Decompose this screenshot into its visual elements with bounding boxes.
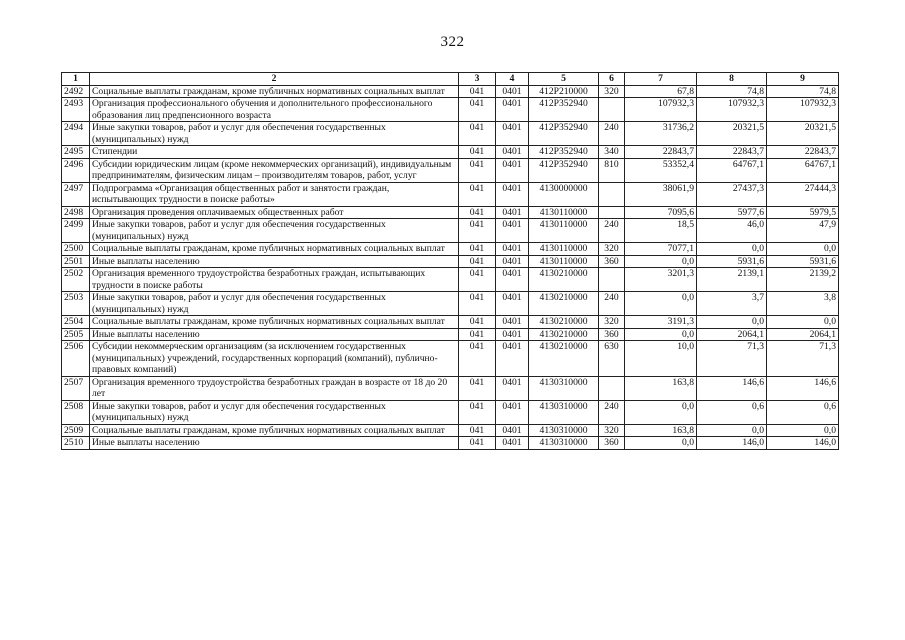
amount-col9-cell: 27444,3	[767, 182, 839, 206]
row-number-cell: 2498	[62, 206, 90, 219]
section-code-cell: 0401	[496, 437, 529, 450]
amount-col8-cell: 27437,3	[697, 182, 767, 206]
amount-col9-cell: 71,3	[767, 341, 839, 377]
target-code-cell: 4130310000	[529, 376, 599, 400]
table-row	[62, 206, 839, 219]
amount-col7-cell: 3201,3	[625, 268, 697, 292]
amount-col8-cell: 0,0	[697, 243, 767, 256]
item-name-cell: Иные закупки товаров, работ и услуг для обеспечения государственных (муниципальных) нужд	[90, 400, 459, 424]
section-code-cell: 0401	[496, 328, 529, 341]
amount-col7-cell: 0,0	[625, 400, 697, 424]
row-number-cell: 2501	[62, 255, 90, 268]
target-code-cell: 4130110000	[529, 219, 599, 243]
table-row	[62, 122, 839, 146]
section-code-cell: 0401	[496, 292, 529, 316]
section-code-cell: 0401	[496, 206, 529, 219]
target-code-cell: 4130110000	[529, 206, 599, 219]
target-code-cell: 4130310000	[529, 437, 599, 450]
amount-col8-cell: 46,0	[697, 219, 767, 243]
table-row	[62, 158, 839, 182]
amount-col7-cell: 0,0	[625, 255, 697, 268]
column-header: 2	[90, 73, 459, 86]
amount-col8-cell: 3,7	[697, 292, 767, 316]
table-row	[62, 292, 839, 316]
row-number-cell: 2503	[62, 292, 90, 316]
amount-col8-cell: 2139,1	[697, 268, 767, 292]
column-header: 6	[599, 73, 625, 86]
target-code-cell: 412P352940	[529, 158, 599, 182]
amount-col9-cell: 146,6	[767, 376, 839, 400]
row-number-cell: 2508	[62, 400, 90, 424]
expense-type-cell: 240	[599, 400, 625, 424]
table-row	[62, 437, 839, 450]
expense-type-cell: 240	[599, 122, 625, 146]
row-number-cell: 2494	[62, 122, 90, 146]
amount-col7-cell: 0,0	[625, 328, 697, 341]
ministry-code-cell: 041	[459, 341, 496, 377]
expense-type-cell: 320	[599, 424, 625, 437]
amount-col9-cell: 64767,1	[767, 158, 839, 182]
amount-col9-cell: 2139,2	[767, 268, 839, 292]
target-code-cell: 4130110000	[529, 255, 599, 268]
amount-col8-cell: 146,6	[697, 376, 767, 400]
expense-type-cell: 240	[599, 292, 625, 316]
amount-col9-cell: 107932,3	[767, 98, 839, 122]
expense-type-cell	[599, 182, 625, 206]
expense-type-cell: 360	[599, 255, 625, 268]
ministry-code-cell: 041	[459, 328, 496, 341]
amount-col9-cell: 2064,1	[767, 328, 839, 341]
column-header: 1	[62, 73, 90, 86]
amount-col9-cell: 0,0	[767, 243, 839, 256]
amount-col7-cell: 0,0	[625, 437, 697, 450]
table-row	[62, 182, 839, 206]
item-name-cell: Иные закупки товаров, работ и услуг для обеспечения государственных (муниципальных) нужд	[90, 219, 459, 243]
section-code-cell: 0401	[496, 219, 529, 243]
amount-col9-cell: 0,0	[767, 424, 839, 437]
amount-col9-cell: 146,0	[767, 437, 839, 450]
budget-table	[61, 72, 839, 450]
page-number: 322	[440, 34, 465, 50]
target-code-cell: 4130210000	[529, 316, 599, 329]
amount-col8-cell: 64767,1	[697, 158, 767, 182]
item-name-cell: Иные закупки товаров, работ и услуг для обеспечения государственных (муниципальных) нужд	[90, 292, 459, 316]
target-code-cell: 412P352940	[529, 98, 599, 122]
item-name-cell: Социальные выплаты гражданам, кроме публичных нормативных социальных выплат	[90, 424, 459, 437]
section-code-cell: 0401	[496, 182, 529, 206]
row-number-cell: 2496	[62, 158, 90, 182]
row-number-cell: 2497	[62, 182, 90, 206]
ministry-code-cell: 041	[459, 182, 496, 206]
amount-col7-cell: 67,8	[625, 85, 697, 98]
amount-col8-cell: 107932,3	[697, 98, 767, 122]
item-name-cell: Стипендии	[90, 146, 459, 159]
ministry-code-cell: 041	[459, 206, 496, 219]
amount-col8-cell: 0,0	[697, 316, 767, 329]
amount-col8-cell: 0,6	[697, 400, 767, 424]
expense-type-cell	[599, 98, 625, 122]
amount-col9-cell: 0,0	[767, 316, 839, 329]
amount-col7-cell: 7077,1	[625, 243, 697, 256]
row-number-cell: 2499	[62, 219, 90, 243]
amount-col8-cell: 146,0	[697, 437, 767, 450]
table-body	[62, 85, 839, 449]
column-header: 4	[496, 73, 529, 86]
target-code-cell: 4130210000	[529, 328, 599, 341]
item-name-cell: Социальные выплаты гражданам, кроме публичных нормативных социальных выплат	[90, 316, 459, 329]
section-code-cell: 0401	[496, 400, 529, 424]
ministry-code-cell: 041	[459, 243, 496, 256]
item-name-cell: Иные выплаты населению	[90, 328, 459, 341]
target-code-cell: 4130310000	[529, 424, 599, 437]
amount-col9-cell: 5979,5	[767, 206, 839, 219]
amount-col7-cell: 0,0	[625, 292, 697, 316]
amount-col9-cell: 3,8	[767, 292, 839, 316]
section-code-cell: 0401	[496, 158, 529, 182]
ministry-code-cell: 041	[459, 400, 496, 424]
amount-col7-cell: 163,8	[625, 424, 697, 437]
column-header: 7	[625, 73, 697, 86]
expense-type-cell: 630	[599, 341, 625, 377]
row-number-cell: 2506	[62, 341, 90, 377]
table-row	[62, 341, 839, 377]
amount-col7-cell: 22843,7	[625, 146, 697, 159]
ministry-code-cell: 041	[459, 98, 496, 122]
item-name-cell: Организация временного трудоустройства безработных граждан в возрасте от 18 до 20 лет	[90, 376, 459, 400]
table-row	[62, 146, 839, 159]
row-number-cell: 2495	[62, 146, 90, 159]
target-code-cell: 4130310000	[529, 400, 599, 424]
target-code-cell: 4130110000	[529, 243, 599, 256]
item-name-cell: Подпрограмма «Организация общественных работ и занятости граждан, испытывающих трудности в поиске работы»	[90, 182, 459, 206]
amount-col8-cell: 71,3	[697, 341, 767, 377]
ministry-code-cell: 041	[459, 424, 496, 437]
table-row	[62, 268, 839, 292]
amount-col7-cell: 31736,2	[625, 122, 697, 146]
section-code-cell: 0401	[496, 98, 529, 122]
ministry-code-cell: 041	[459, 158, 496, 182]
ministry-code-cell: 041	[459, 316, 496, 329]
ministry-code-cell: 041	[459, 255, 496, 268]
expense-type-cell: 810	[599, 158, 625, 182]
expense-type-cell: 320	[599, 316, 625, 329]
ministry-code-cell: 041	[459, 292, 496, 316]
ministry-code-cell: 041	[459, 437, 496, 450]
row-number-cell: 2500	[62, 243, 90, 256]
expense-type-cell: 240	[599, 219, 625, 243]
table-row	[62, 316, 839, 329]
row-number-cell: 2493	[62, 98, 90, 122]
amount-col8-cell: 0,0	[697, 424, 767, 437]
amount-col7-cell: 38061,9	[625, 182, 697, 206]
row-number-cell: 2505	[62, 328, 90, 341]
expense-type-cell: 320	[599, 243, 625, 256]
amount-col7-cell: 163,8	[625, 376, 697, 400]
table-row	[62, 98, 839, 122]
row-number-cell: 2510	[62, 437, 90, 450]
ministry-code-cell: 041	[459, 85, 496, 98]
amount-col8-cell: 2064,1	[697, 328, 767, 341]
table-row	[62, 376, 839, 400]
column-header: 5	[529, 73, 599, 86]
ministry-code-cell: 041	[459, 219, 496, 243]
target-code-cell: 4130210000	[529, 268, 599, 292]
amount-col8-cell: 74,8	[697, 85, 767, 98]
target-code-cell: 4130210000	[529, 341, 599, 377]
amount-col8-cell: 22843,7	[697, 146, 767, 159]
ministry-code-cell: 041	[459, 268, 496, 292]
table-row	[62, 255, 839, 268]
expense-type-cell: 360	[599, 328, 625, 341]
table-row	[62, 85, 839, 98]
amount-col7-cell: 53352,4	[625, 158, 697, 182]
section-code-cell: 0401	[496, 85, 529, 98]
item-name-cell: Организация временного трудоустройства безработных граждан, испытывающих трудности в поиске работы	[90, 268, 459, 292]
section-code-cell: 0401	[496, 424, 529, 437]
header-row	[62, 73, 839, 86]
section-code-cell: 0401	[496, 122, 529, 146]
expense-type-cell	[599, 268, 625, 292]
target-code-cell: 4130000000	[529, 182, 599, 206]
ministry-code-cell: 041	[459, 122, 496, 146]
row-number-cell: 2509	[62, 424, 90, 437]
item-name-cell: Иные выплаты населению	[90, 255, 459, 268]
amount-col9-cell: 22843,7	[767, 146, 839, 159]
amount-col7-cell: 7095,6	[625, 206, 697, 219]
expense-type-cell	[599, 206, 625, 219]
expense-type-cell: 360	[599, 437, 625, 450]
amount-col9-cell: 74,8	[767, 85, 839, 98]
row-number-cell: 2507	[62, 376, 90, 400]
section-code-cell: 0401	[496, 268, 529, 292]
amount-col8-cell: 5931,6	[697, 255, 767, 268]
amount-col9-cell: 20321,5	[767, 122, 839, 146]
target-code-cell: 4130210000	[529, 292, 599, 316]
amount-col7-cell: 10,0	[625, 341, 697, 377]
item-name-cell: Социальные выплаты гражданам, кроме публичных нормативных социальных выплат	[90, 243, 459, 256]
table-row	[62, 328, 839, 341]
section-code-cell: 0401	[496, 243, 529, 256]
amount-col9-cell: 5931,6	[767, 255, 839, 268]
column-header: 9	[767, 73, 839, 86]
target-code-cell: 412P352940	[529, 122, 599, 146]
amount-col7-cell: 3191,3	[625, 316, 697, 329]
table-row	[62, 243, 839, 256]
item-name-cell: Организация профессионального обучения и дополнительного профессионального образования лиц предпенсионного возраста	[90, 98, 459, 122]
row-number-cell: 2504	[62, 316, 90, 329]
amount-col8-cell: 20321,5	[697, 122, 767, 146]
item-name-cell: Субсидии некоммерческим организациям (за исключением государственных (муниципальных) учреждений, государственных корпораций (компаний), публично-правовых компаний)	[90, 341, 459, 377]
item-name-cell: Иные закупки товаров, работ и услуг для обеспечения государственных (муниципальных) нужд	[90, 122, 459, 146]
section-code-cell: 0401	[496, 316, 529, 329]
expense-type-cell: 320	[599, 85, 625, 98]
expense-type-cell	[599, 376, 625, 400]
target-code-cell: 412P210000	[529, 85, 599, 98]
item-name-cell: Социальные выплаты гражданам, кроме публичных нормативных социальных выплат	[90, 85, 459, 98]
section-code-cell: 0401	[496, 376, 529, 400]
amount-col9-cell: 0,6	[767, 400, 839, 424]
table-row	[62, 400, 839, 424]
table-row	[62, 219, 839, 243]
item-name-cell: Организация проведения оплачиваемых общественных работ	[90, 206, 459, 219]
table-row	[62, 424, 839, 437]
amount-col8-cell: 5977,6	[697, 206, 767, 219]
amount-col7-cell: 107932,3	[625, 98, 697, 122]
section-code-cell: 0401	[496, 146, 529, 159]
target-code-cell: 412P352940	[529, 146, 599, 159]
section-code-cell: 0401	[496, 341, 529, 377]
row-number-cell: 2502	[62, 268, 90, 292]
amount-col9-cell: 47,9	[767, 219, 839, 243]
column-header: 8	[697, 73, 767, 86]
item-name-cell: Субсидии юридическим лицам (кроме некоммерческих организаций), индивидуальным предпринимателям, физическим лицам – производителям товаров, работ, услуг	[90, 158, 459, 182]
ministry-code-cell: 041	[459, 146, 496, 159]
column-header: 3	[459, 73, 496, 86]
row-number-cell: 2492	[62, 85, 90, 98]
section-code-cell: 0401	[496, 255, 529, 268]
amount-col7-cell: 18,5	[625, 219, 697, 243]
item-name-cell: Иные выплаты населению	[90, 437, 459, 450]
expense-type-cell: 340	[599, 146, 625, 159]
ministry-code-cell: 041	[459, 376, 496, 400]
